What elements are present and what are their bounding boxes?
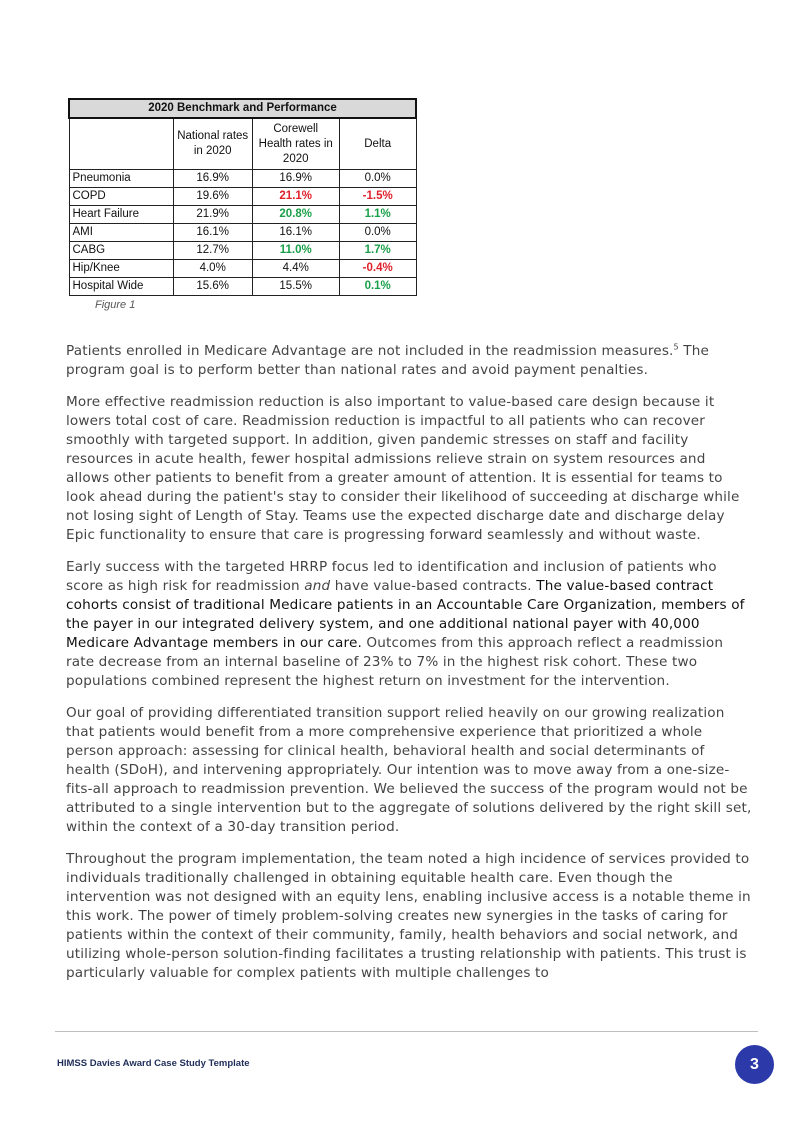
paragraph-1-tail: The program goal is to perform better than national rates and avoid payment penalties. (66, 343, 709, 378)
row-label: COPD (69, 188, 173, 206)
corewell-rate: 16.1% (252, 224, 339, 242)
national-rate: 12.7% (173, 242, 252, 260)
corewell-rate: 4.4% (252, 260, 339, 278)
row-label: Hospital Wide (69, 278, 173, 296)
delta-value: 1.1% (339, 206, 416, 224)
footer-label: HIMSS Davies Award Case Study Template (57, 1058, 250, 1069)
table-row (69, 242, 416, 260)
footer-divider (55, 1031, 758, 1032)
delta-value: 1.7% (339, 242, 416, 260)
paragraph-3-emphasis: and (304, 578, 331, 594)
row-label: CABG (69, 242, 173, 260)
footnote-ref: 5 (673, 342, 679, 352)
table-row (69, 206, 416, 224)
delta-value: 0.0% (339, 170, 416, 188)
national-rate: 21.9% (173, 206, 252, 224)
paragraph-1-text: Patients enrolled in Medicare Advantage are not included in the readmission measures. (66, 343, 674, 359)
header-corewell: Corewell Health rates in 2020 (252, 118, 339, 170)
delta-value: -1.5% (339, 188, 416, 206)
benchmark-table (68, 98, 417, 296)
row-label: AMI (69, 224, 173, 242)
delta-value: 0.1% (339, 278, 416, 296)
table-row (69, 278, 416, 296)
paragraph-1 (66, 342, 752, 380)
table-title: 2020 Benchmark and Performance (69, 99, 416, 118)
body-text (66, 342, 752, 996)
header-national: National rates in 2020 (173, 118, 252, 170)
table-row (69, 224, 416, 242)
row-label: Heart Failure (69, 206, 173, 224)
table-body (69, 170, 416, 296)
paragraph-3-c: Outcomes from this approach reflect a readmission rate decrease from an internal baseline of 23% to 7% in the highest risk cohort. These two populations combined represent the highest return on investment for the intervention. (66, 635, 724, 689)
delta-value: -0.4% (339, 260, 416, 278)
paragraph-4: Our goal of providing differentiated transition support relied heavily on our growing realization that patients would benefit from a more comprehensive experience that prioritized a whole person approach: assessing for clinical health, behavioral health and social determinants of health (SDoH), and intervening appropriately. Our intention was to move away from a one-size-fits-all approach to readmission prevention. We believed the success of the program would not be attributed to a single intervention but to the aggregate of solutions delivered by the right skill set, within the context of a 30-day transition period. (66, 705, 752, 835)
paragraph-2: More effective readmission reduction is also important to value-based care design because it lowers total cost of care. Readmission reduction is impactful to all patients who can recover smoothly with targeted support. In addition, given pandemic stresses on staff and facility resources in acute health, fewer hospital admissions relieve strain on system resources and allows other patients to benefit from a greater amount of attention. It is essential for teams to look ahead during the patient's stay to consider their likelihood of succeeding at discharge while not losing sight of Length of Stay. Teams use the expected discharge date and discharge delay Epic functionality to ensure that care is progressing forward seamlessly and without waste. (66, 394, 740, 543)
row-label: Pneumonia (69, 170, 173, 188)
national-rate: 15.6% (173, 278, 252, 296)
table-row (69, 260, 416, 278)
page-number-badge: 3 (735, 1045, 774, 1084)
paragraph-3 (66, 558, 752, 691)
paragraph-3-highlight: The value-based contract cohorts consist of traditional Medicare patients in an Accountable Care Organization, members of the payer in our integrated delivery system, and one additional national payer with 40,000 Medicare Advantage members in our care. (66, 578, 745, 651)
table-row (69, 188, 416, 206)
delta-value: 0.0% (339, 224, 416, 242)
figure-caption: Figure 1 (95, 299, 136, 311)
national-rate: 4.0% (173, 260, 252, 278)
header-empty (69, 118, 173, 170)
corewell-rate: 16.9% (252, 170, 339, 188)
paragraph-5: Throughout the program implementation, the team noted a high incidence of services provided to individuals traditionally challenged in obtaining equitable health care. Even though the intervention was not designed with an equity lens, enabling inclusive access is a notable theme in this work. The power of timely problem-solving creates new synergies in the tasks of caring for patients within the context of their community, family, health behaviors and social network, and utilizing whole-person solution-finding facilitates a trusting relationship with patients. This trust is particularly valuable for complex patients with multiple challenges to (66, 851, 751, 981)
corewell-rate: 15.5% (252, 278, 339, 296)
row-label: Hip/Knee (69, 260, 173, 278)
national-rate: 19.6% (173, 188, 252, 206)
table-row (69, 170, 416, 188)
national-rate: 16.9% (173, 170, 252, 188)
header-delta: Delta (339, 118, 416, 170)
paragraph-3-b: have value-based contracts. (330, 578, 537, 594)
corewell-rate: 11.0% (252, 242, 339, 260)
paragraph-3-a: Early success with the targeted HRRP focus led to identification and inclusion of patients who score as high risk for readmission (66, 559, 717, 594)
corewell-rate: 21.1% (252, 188, 339, 206)
national-rate: 16.1% (173, 224, 252, 242)
corewell-rate: 20.8% (252, 206, 339, 224)
